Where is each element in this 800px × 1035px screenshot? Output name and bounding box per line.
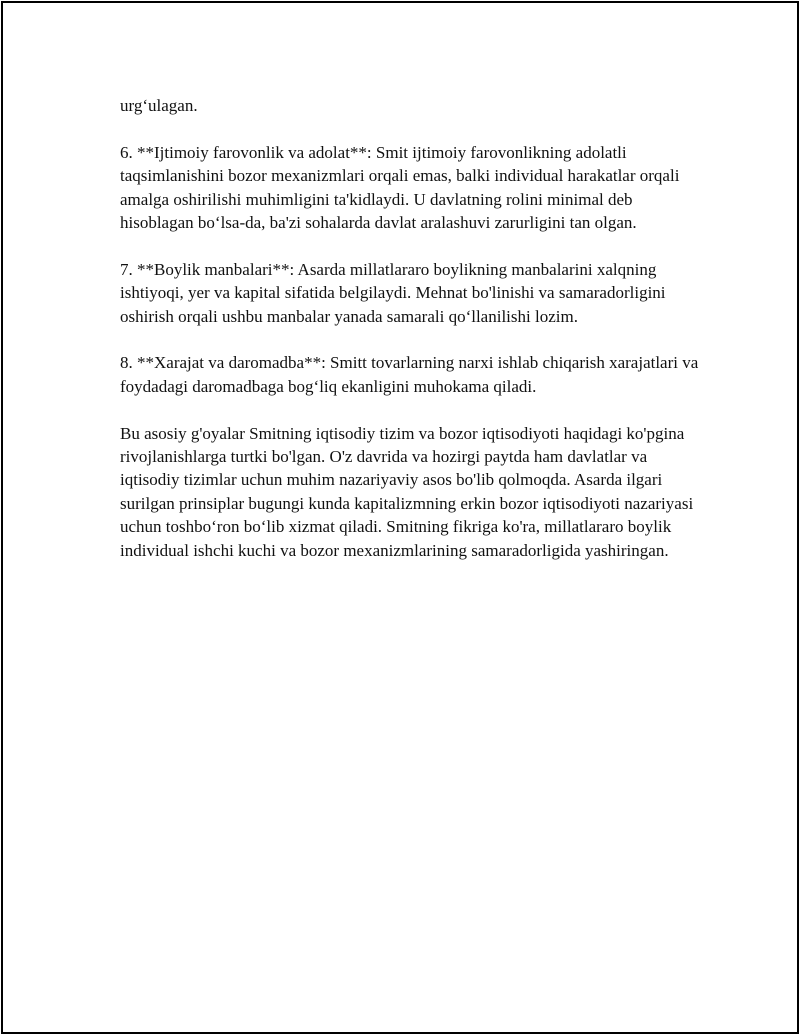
paragraph-item-7: 7. **Boylik manbalari**: Asarda millatlararo boylikning manbalarini xalqning ishtiyoqi, yer va kapital sifatida belgilaydi. Mehnat bo'linishi va samaradorligini oshirish orqali ushbu manbalar yanada samarali qo‘llanilishi lozim. bbox=[120, 259, 666, 326]
document-page bbox=[1, 1, 799, 1034]
paragraph-item-8: 8. **Xarajat va daromadba**: Smitt tovarlarning narxi ishlab chiqarish xarajatlari va foydadagi daromadbaga bog‘liq ekanligini muhokama qiladi. bbox=[120, 353, 699, 396]
paragraph-conclusion: Bu asosiy g'oyalar Smitning iqtisodiy tizim va bozor iqtisodiyoti haqidagi ko'pgina rivojlanishlarga turtki bo'lgan. O'z davrida va hozirgi paytda ham davlatlar va iqtisodiy tizimlar uchun muhim nazariyaviy asos bo'lib qolmoqda. Asarda ilgari surilgan prinsiplar bugungi kunda kapitalizmning erkin bozor iqtisodiyoti nazariyasi uchun toshbo‘ron bo‘lib xizmat qiladi. Smitning fikriga ko'ra, millatlararo boylik individual ishchi kuchi va bozor mexanizmlarining samaradorligida yashiringan. bbox=[120, 423, 694, 560]
document-body bbox=[120, 94, 700, 585]
paragraph-item-6: 6. **Ijtimoiy farovonlik va adolat**: Smit ijtimoiy farovonlikning adolatli taqsimlanishini bozor mexanizmlari orqali emas, balki individual harakatlar orqali amalga oshirilishi muhimligini ta'kidlaydi. U davlatning rolini minimal deb hisoblagan bo‘lsa-da, ba'zi sohalarda davlat aralashuvi zarurligini tan olgan. bbox=[120, 142, 680, 233]
paragraph-continuation: urg‘ulagan. bbox=[120, 96, 198, 115]
